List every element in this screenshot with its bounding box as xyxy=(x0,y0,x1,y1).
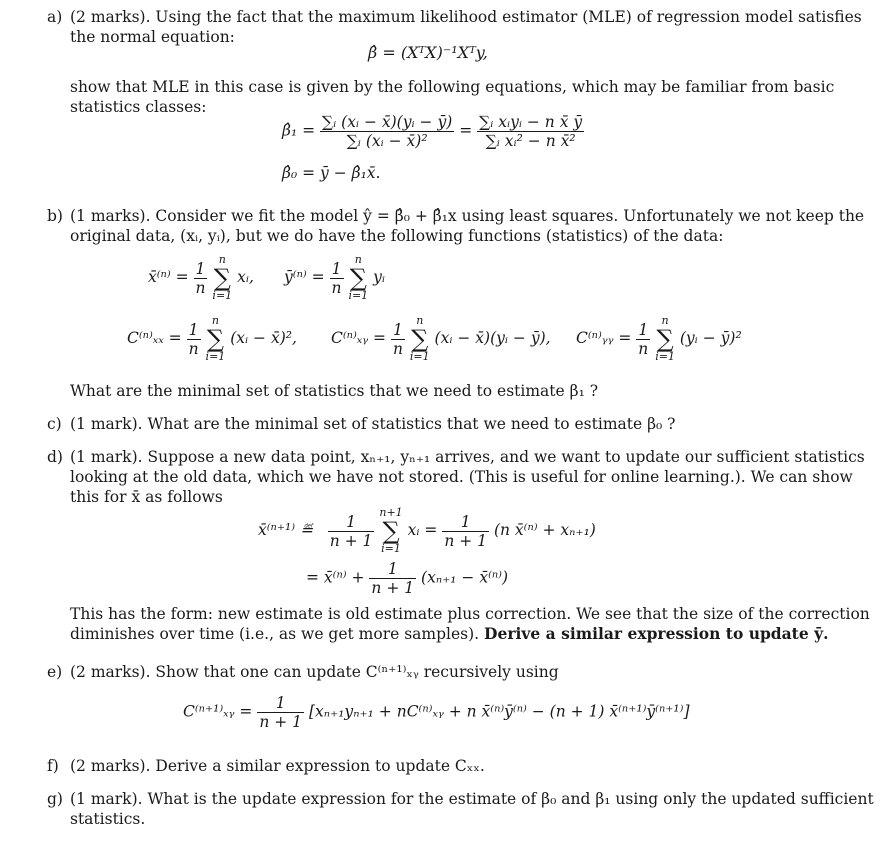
ybar-fraction xyxy=(330,260,344,297)
ybar-lhs: ȳ⁽ⁿ⁾ = xyxy=(284,268,325,286)
xbar-lhs: x̄⁽ⁿ⁾ = xyxy=(148,268,189,286)
frac-den: n xyxy=(392,339,403,358)
frac-num: 1 xyxy=(636,321,650,340)
frac-num: 1 xyxy=(194,260,208,279)
sum-symbol: n ∑ i=1 xyxy=(205,314,226,363)
cyy-definition xyxy=(576,315,742,363)
beta1-fraction-1 xyxy=(320,113,454,150)
frac-num: 1 xyxy=(391,321,405,340)
cyy-body: (yᵢ − ȳ)² xyxy=(679,329,742,347)
sum-upper: n xyxy=(218,253,226,266)
sum-upper: n xyxy=(354,253,362,266)
eq1-frac-num: 1 xyxy=(442,513,489,532)
frac-den: n xyxy=(188,339,199,358)
eq2-frac-num: 1 xyxy=(369,560,416,579)
beta1-num-2: ∑ᵢ xᵢyᵢ − n x̄ ȳ xyxy=(479,113,583,131)
part-b-question: What are the minimal set of statistics that we need to estimate β₁ ? xyxy=(70,382,599,400)
cxy-update-frac-num: 1 xyxy=(257,694,304,713)
cxy-definition xyxy=(331,315,551,363)
part-e-label: e) xyxy=(47,663,63,681)
part-g-line-1: (1 mark). What is the update expression for the estimate of β₀ and β₁ using only the updated sufficient xyxy=(70,790,874,808)
cxy-fraction xyxy=(391,321,405,358)
cxy-body: (xᵢ − x̄)(yᵢ − ȳ), xyxy=(434,329,551,347)
part-f-line-1: (2 marks). Derive a similar expression to update Cₓₓ. xyxy=(70,757,485,775)
eq1-sum-upper: n+1 xyxy=(379,506,403,519)
sum-symbol: n ∑ i=1 xyxy=(409,314,430,363)
cxy-update-rhs: [xₙ₊₁yₙ₊₁ + nC⁽ⁿ⁾ₓᵧ + n x̄⁽ⁿ⁾ȳ⁽ⁿ⁾ − (n + 1) x̄⁽ⁿ⁺¹⁾ȳ⁽ⁿ⁺¹⁾] xyxy=(308,702,690,721)
beta1-fraction-2 xyxy=(477,113,584,150)
sum-lower: i=1 xyxy=(655,350,675,363)
xbar-update-equation-2 xyxy=(306,560,508,597)
frac-den: n xyxy=(195,278,206,297)
part-a-label: a) xyxy=(47,8,63,26)
eq1-fraction xyxy=(328,513,375,550)
cxx-fraction xyxy=(187,321,201,358)
xbar-body: xᵢ, xyxy=(237,268,254,286)
cyy-lhs: C⁽ⁿ⁾ᵧᵧ = xyxy=(576,329,632,347)
cyy-fraction xyxy=(636,321,650,358)
part-d-line-2: looking at the old data, which we have not stored. (This is useful for online learning.). We can show xyxy=(70,468,853,486)
part-e-line-1: (2 marks). Show that one can update C⁽ⁿ⁺¹⁾ₓᵧ recursively using xyxy=(70,663,559,681)
cxy-update-fraction xyxy=(257,694,304,731)
ybar-body: yᵢ xyxy=(373,268,385,286)
part-c-label: c) xyxy=(47,415,62,433)
part-a-line-2: the normal equation: xyxy=(70,28,235,46)
part-d-line-5-text: diminishes over time (i.e., as we get more samples). xyxy=(70,625,480,643)
cxx-body: (xᵢ − x̄)², xyxy=(230,329,297,347)
eq1-frac-den: n + 1 xyxy=(444,531,488,550)
cxy-update-frac-den: n + 1 xyxy=(259,713,303,731)
eq1-lhs: x̄⁽ⁿ⁺¹⁾ ≝ xyxy=(258,521,313,539)
frac-num: 1 xyxy=(187,321,201,340)
beta1-num-1: ∑ᵢ (xᵢ − x̄)(yᵢ − ȳ) xyxy=(322,113,453,131)
xbar-definition xyxy=(148,254,254,302)
normal-equation: β̂ = (XᵀX)⁻¹Xᵀy, xyxy=(368,43,488,62)
beta1-den-2: ∑ᵢ xᵢ² − n x̄² xyxy=(485,132,576,150)
eq2-lhs: = x̄⁽ⁿ⁾ + xyxy=(306,568,365,587)
sum-symbol: n+1 ∑ i=1 xyxy=(379,506,403,555)
frac-num: 1 xyxy=(330,260,344,279)
sum-symbol: n ∑ i=1 xyxy=(655,314,675,363)
eq1-rhs: (n x̄⁽ⁿ⁾ + xₙ₊₁) xyxy=(493,521,596,539)
part-d-line-5 xyxy=(70,624,829,644)
part-d-line-4: This has the form: new estimate is old estimate plus correction. We see that the size of the correction xyxy=(70,605,870,623)
beta1-den-1: ∑ᵢ (xᵢ − x̄)² xyxy=(346,132,428,150)
part-b-line-2: original data, (xᵢ, yᵢ), but we do have the following functions (statistics) of the data: xyxy=(70,227,724,245)
part-d-line-3: this for x̄ as follows xyxy=(70,488,223,506)
cxx-lhs: C⁽ⁿ⁾ₓₓ = xyxy=(127,329,182,347)
beta1-lhs: β̂₁ = xyxy=(282,121,316,140)
cxx-definition xyxy=(127,315,297,363)
part-d-bold-instruction: Derive a similar expression to update ȳ. xyxy=(484,624,829,643)
part-c-line-1: (1 mark). What are the minimal set of statistics that we need to estimate β₀ ? xyxy=(70,415,676,433)
eq1-frac-den: n + 1 xyxy=(329,531,373,550)
beta1-equals: = xyxy=(459,121,473,140)
beta0-equation: β̂₀ = ȳ − β̂₁x̄. xyxy=(282,164,381,182)
sum-upper: n xyxy=(416,314,424,327)
beta1-equation xyxy=(282,113,584,150)
part-d-label: d) xyxy=(47,448,63,466)
eq2-rhs: (xₙ₊₁ − x̄⁽ⁿ⁾) xyxy=(421,568,509,587)
eq1-sum-body: xᵢ = xyxy=(407,521,438,539)
sum-lower: i=1 xyxy=(205,350,226,363)
part-a-line-4: statistics classes: xyxy=(70,98,207,116)
sum-symbol: n ∑ i=1 xyxy=(348,253,369,302)
eq1-frac-num: 1 xyxy=(328,513,375,532)
cxy-update-lhs: C⁽ⁿ⁺¹⁾ₓᵧ = xyxy=(183,702,253,721)
eq1-fraction-2 xyxy=(442,513,489,550)
part-d-line-1: (1 mark). Suppose a new data point, xₙ₊₁, yₙ₊₁ arrives, and we want to update our sufficient statistics xyxy=(70,448,865,466)
part-g-line-2: statistics. xyxy=(70,810,146,828)
eq2-frac-den: n + 1 xyxy=(371,579,415,597)
sum-lower: i=1 xyxy=(348,289,369,302)
part-b-line-1: (1 marks). Consider we fit the model ŷ = β̂₀ + β̂₁x using least squares. Unfortunately we not keep the xyxy=(70,207,865,225)
frac-den: n xyxy=(638,339,649,358)
ybar-definition xyxy=(284,254,385,302)
part-g-label: g) xyxy=(47,790,63,808)
eq1-sum-lower: i=1 xyxy=(381,542,401,555)
xbar-update-equation-1 xyxy=(258,507,596,555)
sum-symbol: n ∑ i=1 xyxy=(212,253,233,302)
cxy-lhs: C⁽ⁿ⁾ₓᵧ = xyxy=(331,329,387,347)
xbar-fraction xyxy=(194,260,208,297)
sum-upper: n xyxy=(661,314,669,327)
sum-upper: n xyxy=(211,314,219,327)
part-f-label: f) xyxy=(47,757,59,775)
sum-lower: i=1 xyxy=(409,350,430,363)
part-b-label: b) xyxy=(47,207,63,225)
frac-den: n xyxy=(331,278,342,297)
cxy-update-equation xyxy=(183,694,690,731)
part-a-line-3: show that MLE in this case is given by the following equations, which may be familiar from basic xyxy=(70,78,835,96)
eq2-fraction xyxy=(369,560,416,597)
part-a-line-1: (2 marks). Using the fact that the maximum likelihood estimator (MLE) of regression model satisfies xyxy=(70,8,862,26)
sum-lower: i=1 xyxy=(212,289,233,302)
